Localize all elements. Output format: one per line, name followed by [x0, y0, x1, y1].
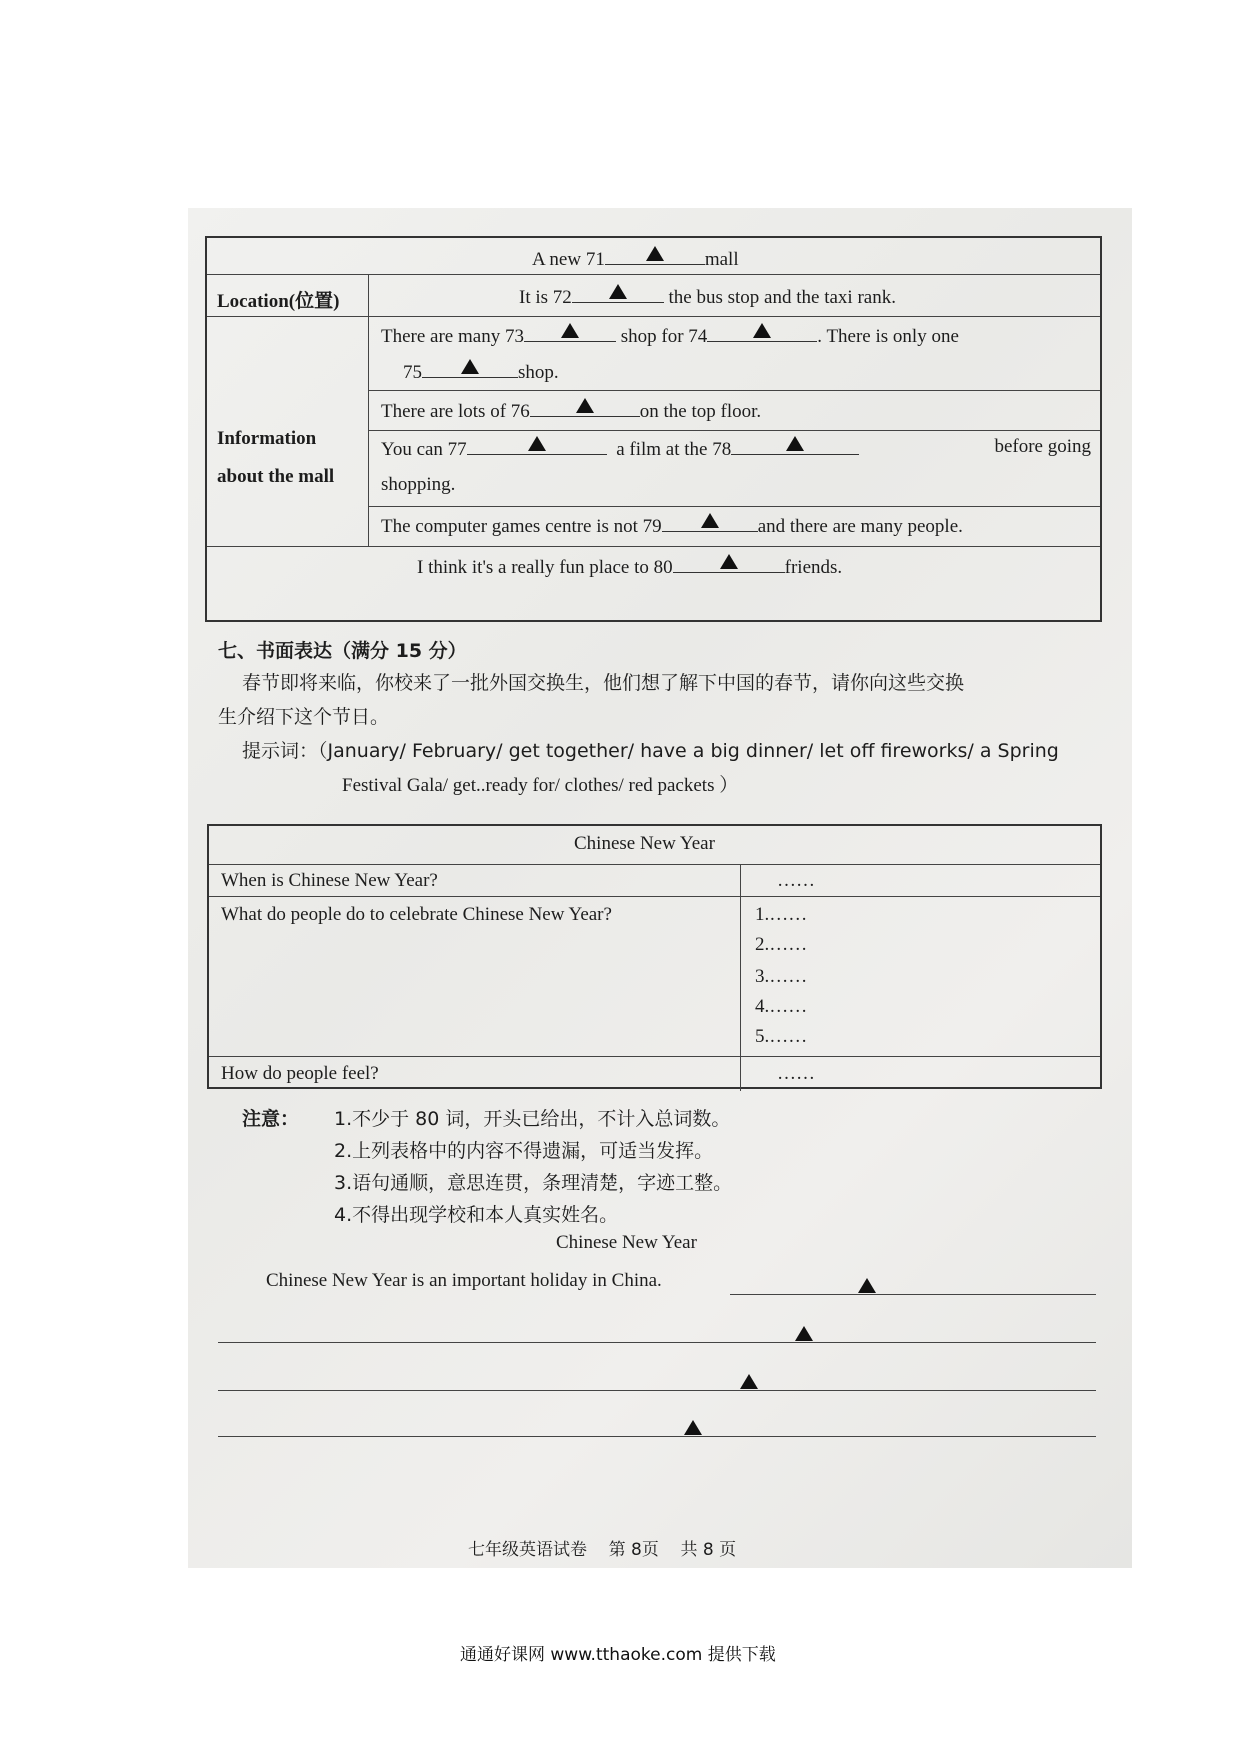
table1-title-row: A new 71 mall — [532, 246, 739, 271]
blank-80[interactable] — [673, 554, 785, 573]
info-label-1: Information — [217, 428, 317, 449]
question-feel: How do people feel? — [221, 1063, 379, 1084]
location-label: Location(位置) — [217, 291, 340, 312]
blank-79[interactable] — [662, 513, 758, 532]
celebrate-item-1: 1.…… — [755, 904, 808, 925]
answer-marker-icon — [740, 1374, 758, 1389]
info-row-3b: shopping. — [381, 474, 456, 495]
notes-label: 注意： — [242, 1108, 300, 1130]
info-label-2: about the mall — [217, 466, 335, 487]
writing-line-1[interactable] — [730, 1294, 1096, 1295]
answer-when: …… — [777, 870, 815, 891]
celebrate-item-2: 2.…… — [755, 934, 808, 955]
answer-marker-icon — [684, 1420, 702, 1435]
celebrate-item-3: 3.…… — [755, 966, 808, 987]
blank-78[interactable] — [731, 436, 859, 455]
note-4: 4.不得出现学校和本人真实姓名。 — [334, 1204, 619, 1226]
mall-info-table — [205, 236, 1102, 622]
hint-words-1: 提示词：（January/ February/ get together/ have a big dinner/ let off fireworks/ a Spring — [242, 740, 1059, 762]
blank-75[interactable] — [422, 359, 518, 378]
info-row-1b: 75 shop. — [403, 359, 559, 384]
question-celebrate: What do people do to celebrate Chinese New Year? — [221, 904, 612, 925]
section-intro-1: 春节即将来临，你校来了一批外国交换生，他们想了解下中国的春节，请你向这些交换 — [242, 672, 965, 694]
celebrate-item-4: 4.…… — [755, 996, 808, 1017]
writing-title: Chinese New Year — [556, 1232, 697, 1253]
info-row-1a: There are many 73 shop for 74 . There is only one — [381, 323, 959, 348]
blank-74[interactable] — [707, 323, 817, 342]
page-footer: 七年级英语试卷 第 8页 共 8 页 — [468, 1540, 737, 1560]
note-1: 1.不少于 80 词，开头已给出，不计入总词数。 — [334, 1108, 731, 1130]
table1-bottom-row: I think it's a really fun place to 80 friends. — [417, 554, 842, 579]
question-when: When is Chinese New Year? — [221, 870, 438, 891]
info-row-4: The computer games centre is not 79 and there are many people. — [381, 513, 963, 538]
blank-73[interactable] — [524, 323, 616, 342]
blank-76[interactable] — [530, 398, 640, 417]
writing-first-line: Chinese New Year is an important holiday in China. — [266, 1270, 662, 1291]
chinese-new-year-table — [207, 824, 1102, 1089]
celebrate-item-5: 5.…… — [755, 1026, 808, 1047]
writing-line-4[interactable] — [218, 1436, 1096, 1437]
blank-71[interactable] — [605, 246, 705, 265]
location-row: It is 72 the bus stop and the taxi rank. — [519, 284, 896, 309]
note-2: 2.上列表格中的内容不得遗漏，可适当发挥。 — [334, 1140, 714, 1162]
hint-words-2: Festival Gala/ get..ready for/ clothes/ red packets ） — [342, 775, 739, 796]
blank-77[interactable] — [467, 436, 607, 455]
writing-line-3[interactable] — [218, 1390, 1096, 1391]
answer-marker-icon — [858, 1278, 876, 1293]
section-intro-2: 生介绍下这个节日。 — [218, 706, 390, 728]
section-heading: 七、书面表达（满分 15 分） — [218, 640, 467, 662]
info-row-2: There are lots of 76 on the top floor. — [381, 398, 761, 423]
answer-feel: …… — [777, 1063, 815, 1084]
note-3: 3.语句通顺，意思连贯，条理清楚，字迹工整。 — [334, 1172, 733, 1194]
table2-title: Chinese New Year — [574, 833, 715, 854]
answer-marker-icon — [795, 1326, 813, 1341]
blank-72[interactable] — [572, 284, 664, 303]
info-row-3a: You can 77 a film at the 78 before going — [381, 436, 1091, 460]
site-footer: 通通好课网 www.tthaoke.com 提供下载 — [460, 1645, 776, 1665]
writing-line-2[interactable] — [218, 1342, 1096, 1343]
